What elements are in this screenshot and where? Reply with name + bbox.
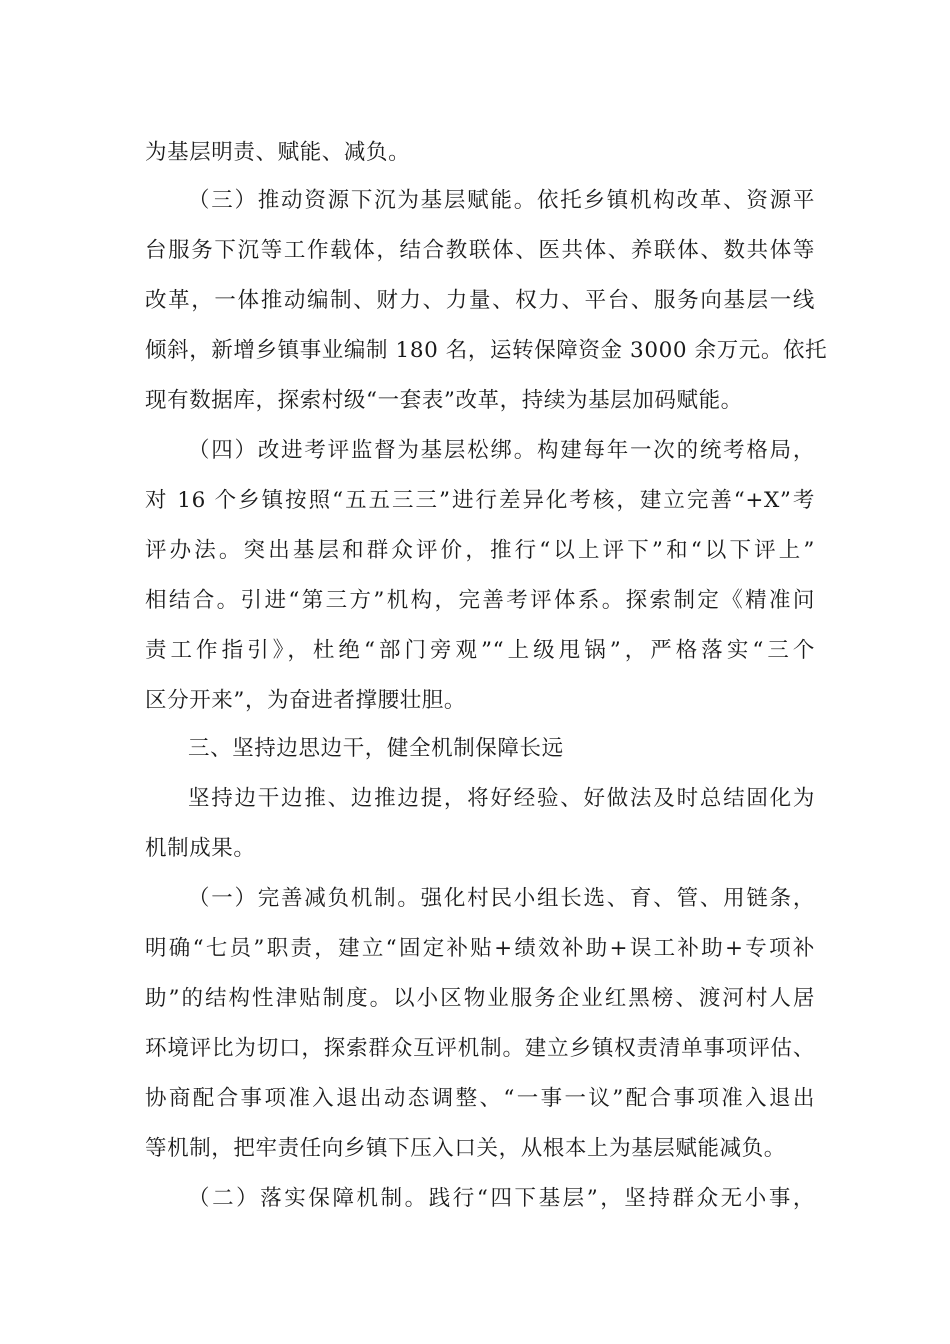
paragraph-line: （二）落实保障机制。践行“四下基层”，坚持群众无小事，	[188, 1186, 815, 1211]
paragraph-line: 现有数据库，探索村级“一套表”改革，持续为基层加码赋能。	[145, 388, 743, 413]
paragraph-line: （一）完善减负机制。强化村民小组长选、育、管、用链条，	[188, 886, 815, 911]
paragraph-line: （四）改进考评监督为基层松绑。构建每年一次的统考格局，	[188, 438, 815, 463]
paragraph-line: 相结合。引进“第三方”机构，完善考评体系。探索制定《精准问	[145, 588, 815, 613]
paragraph-line: 倾斜，新增乡镇事业编制 180 名，运转保障资金 3000 余万元。依托	[145, 338, 828, 363]
paragraph-line: 等机制，把牢责任向乡镇下压入口关，从根本上为基层赋能减负。	[145, 1136, 786, 1161]
paragraph-line: 评办法。突出基层和群众评价，推行“以上评下”和“以下评上”	[145, 538, 815, 563]
paragraph-line: 对 16 个乡镇按照“五五三三”进行差异化考核，建立完善“+X”考	[145, 488, 815, 513]
paragraph-line: 改革，一体推动编制、财力、力量、权力、平台、服务向基层一线	[145, 288, 815, 313]
paragraph-line: 坚持边干边推、边推边提，将好经验、好做法及时总结固化为	[188, 786, 815, 811]
paragraph-line: 协商配合事项准入退出动态调整、“一事一议”配合事项准入退出	[145, 1086, 815, 1111]
paragraph-line: 环境评比为切口，探索群众互评机制。建立乡镇权责清单事项评估、	[145, 1036, 815, 1061]
paragraph-line: 台服务下沉等工作载体，结合教联体、医共体、养联体、数共体等	[145, 238, 815, 263]
paragraph-line: 明确“七员”职责，建立“固定补贴+绩效补助+误工补助+专项补	[145, 936, 815, 961]
paragraph-line: 为基层明责、赋能、减负。	[145, 140, 411, 165]
paragraph-line: 区分开来”，为奋进者撑腰壮胆。	[145, 688, 466, 713]
paragraph-line: 责工作指引》，杜绝“部门旁观”“上级甩锅”，严格落实“三个	[145, 638, 815, 663]
paragraph-line: （三）推动资源下沉为基层赋能。依托乡镇机构改革、资源平	[188, 188, 815, 213]
paragraph-line: 助”的结构性津贴制度。以小区物业服务企业红黑榜、渡河村人居	[145, 986, 815, 1011]
section-heading: 三、坚持边思边干，健全机制保障长远	[188, 736, 564, 761]
paragraph-line: 机制成果。	[145, 836, 256, 861]
